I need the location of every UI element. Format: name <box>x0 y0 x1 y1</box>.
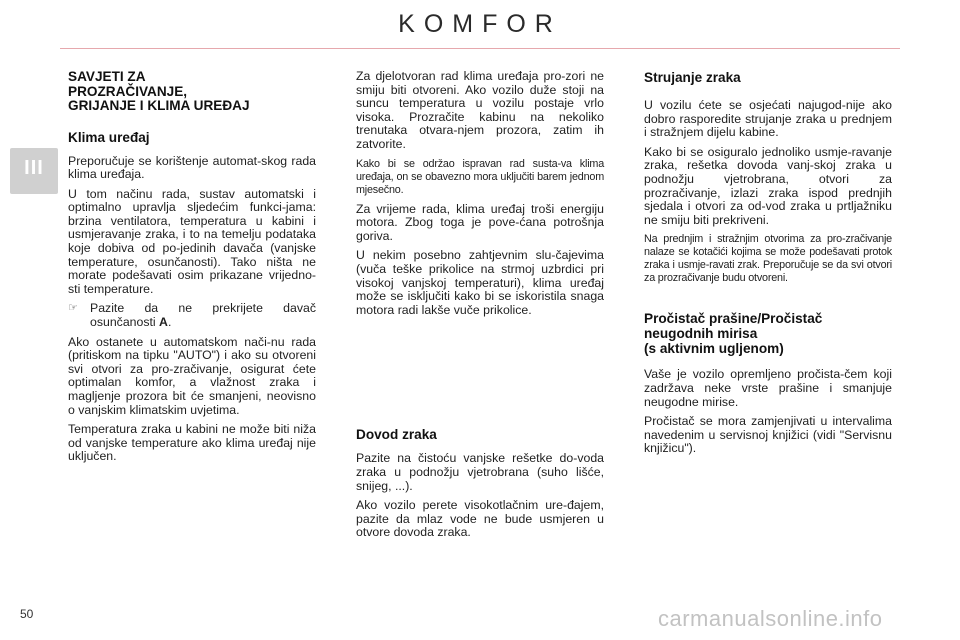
paragraph: Ako vozilo perete visokotlačnim ure-đajem, pazite da mlaz vode ne bude usmjeren u otvore dovoda zraka. <box>356 498 604 540</box>
paragraph: Pročistač se mora zamjenjivati u intervalima navedenim u servisnoj knjižici (vidi "Servisnu knjižicu"). <box>644 414 892 456</box>
paragraph: Za djelotvoran rad klima uređaja pro-zori ne smiju biti otvoreni. Ako vozilo duže stoji na suncu temperatura u vozilu postaje vrlo visoka. Prozračite kabinu na nekoliko trenutaka otvara-njem prozora, zatim ih zatvorite. <box>356 69 604 151</box>
paragraph: Kako bi se osiguralo jednoliko usmje-ravanje zraka, rešetka dovoda vanj-skoj zraka u podnožju vjetrobrana, otvori za prozračivanje, izlazi zraka ispod prednjih sjedala i otvori za od-vod zraka u prtljažniku ne smiju biti prekriveni. <box>644 144 892 227</box>
page-number: 50 <box>20 607 34 621</box>
paragraph: U nekim posebno zahtjevnim slu-čajevima (vuča teške prikolice na strmoj uzbrdici pri visokoj vanjskoj temperaturi), klima uređaj može se isključiti kako bi se iskoristila snaga motora radi lakše vuče prikolice. <box>356 248 604 317</box>
subheading-dovod: Dovod zraka <box>356 427 437 443</box>
paragraph: Ako ostanete u automatskom nači-nu rada (pritiskom na tipku "AUTO") i ako su otvoreni svi otvori za pro-zračivanje, osigurat ćete optimalan komfor, a vlažnost zraka i magljenje prozora bit će smanjeni, neovisno o vanjskim klimatskim uvjetima. <box>68 334 316 417</box>
spacer <box>356 323 604 427</box>
paragraph: Za vrijeme rada, klima uređaj troši energiju motora. Zbog toga je pove-ćana potrošnja goriva. <box>356 201 604 243</box>
title-divider <box>60 48 900 49</box>
subheading-strujanje: Strujanje zraka <box>644 70 741 85</box>
bullet-end: . <box>167 315 172 330</box>
chapter-tab <box>10 148 58 194</box>
column-left <box>68 70 316 470</box>
bullet-text: Pazite da ne prekrijete davač osunčanosti <box>90 301 316 330</box>
paragraph: Vaše je vozilo opremljeno pročista-čem koji zadržava neke vrste prašine i smanjuje neugodne mirise. <box>644 367 892 409</box>
section-heading: SAVJETI ZA PROZRAČIVANJE, GRIJANJE I KLIMA UREĐAJ <box>68 69 250 113</box>
paragraph: Preporučuje se korištenje automat-skog rada klima uređaja. <box>68 153 316 182</box>
pointing-hand-icon: ☞ <box>68 302 78 315</box>
paragraph: U tom načinu rada, sustav automatski i optimalno upravlja sljedećim funkci-jama: brzina ventilatora, temperatura u kabini i usmjeravanje zraka, i to na temelju podataka koje dobiva od po-jedinih davača (vanjske temperature, osunčanosti). Tako ništa ne morate podešavati osim prikazane vrijedno-sti temperature. <box>68 186 316 296</box>
paragraph-condensed: Na prednjim i stražnjim otvorima za pro-zračivanje nalaze se kotačići kojima se može podešavati protok zraka i usmje-ravati zrak. Preporučuje se da svi otvori za prozračivanje budu otvoreni. <box>644 233 892 285</box>
column-middle <box>356 70 604 546</box>
page-title: KOMFOR <box>398 10 562 38</box>
paragraph: U vozilu ćete se osjećati najugod-nije ako dobro rasporedite strujanje zraka u prednjem i stražnjem dijelu kabine. <box>644 98 892 140</box>
column-right <box>644 70 892 462</box>
bullet-bold-label: A <box>159 315 168 330</box>
paragraph: Temperatura zraka u kabini ne može biti niža od vanjske temperature ako klima uređaj nije uključen. <box>68 422 316 464</box>
subheading-procistac: Pročistač prašine/Pročistač neugodnih mirisa (s aktivnim ugljenom) <box>644 311 823 357</box>
paragraph: Pazite na čistoću vanjske rešetke do-voda zraka u podnožju vjetrobrana (suho lišće, snijeg, ...). <box>356 451 604 493</box>
paragraph-condensed: Kako bi se održao ispravan rad susta-va klima uređaja, on se obavezno mora uključiti barem jednom mjesečno. <box>356 157 604 196</box>
watermark: carmanualsonline.info <box>658 606 883 631</box>
chapter-number: III <box>24 157 44 179</box>
subheading-klima: Klima uređaj <box>68 129 150 145</box>
spacer <box>644 291 892 311</box>
bullet-item <box>68 302 316 329</box>
